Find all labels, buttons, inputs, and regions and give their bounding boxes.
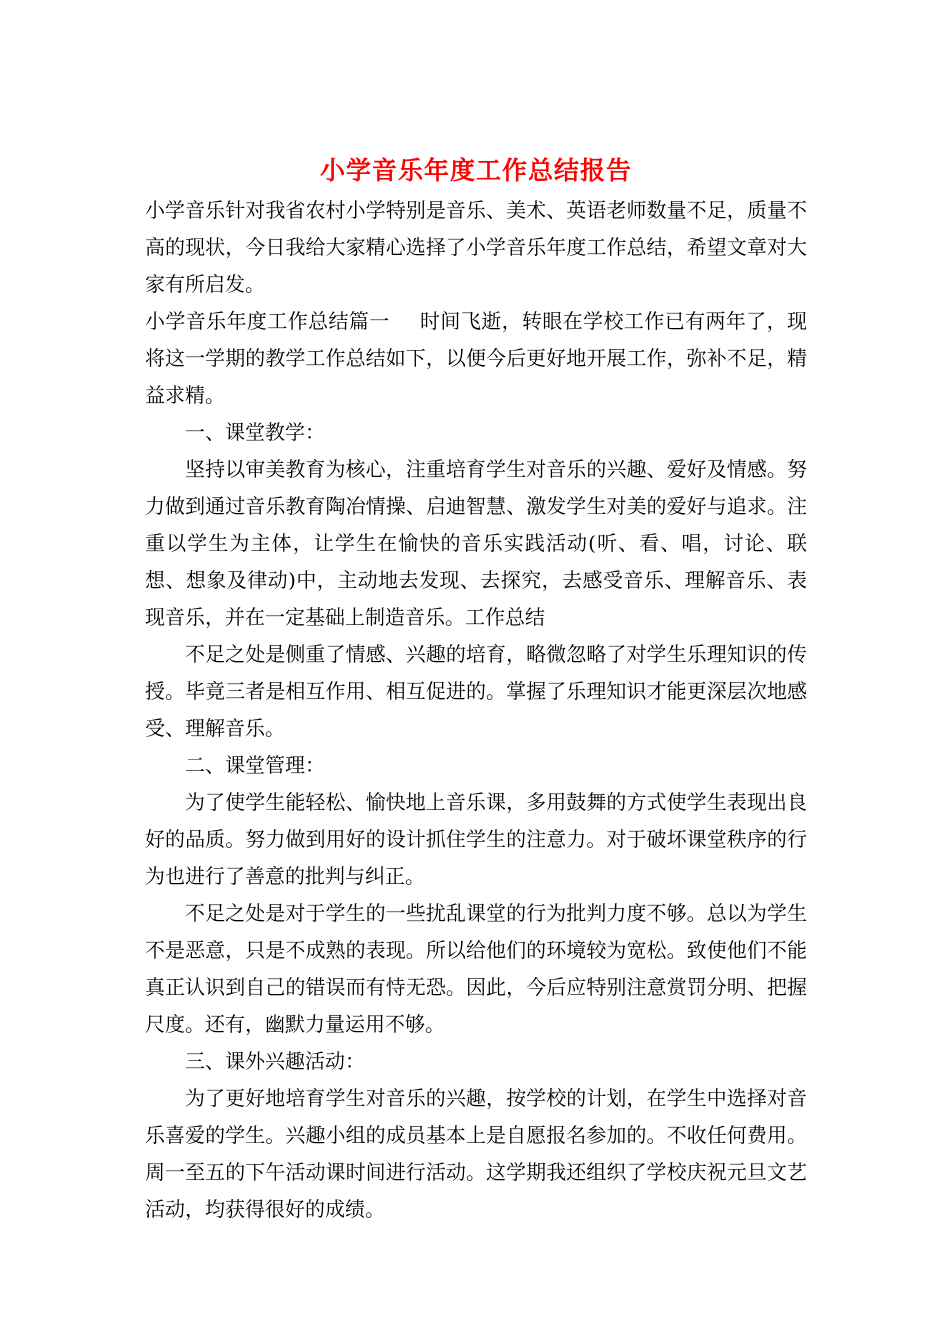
article-opening-paragraph (145, 303, 807, 414)
intro-paragraph: 小学音乐针对我省农村小学特别是音乐、美术、英语老师数量不足，质量不高的现状，今日我给大家精心选择了小学音乐年度工作总结，希望文章对大家有所启发。 (145, 198, 807, 296)
section-heading-teaching: 一、课堂教学： (185, 420, 325, 444)
management-paragraph-2: 不足之处是对于学生的一些扰乱课堂的行为批判力度不够。总以为学生不是恶意，只是不成熟的表现。所以给他们的环境较为宽松。致使他们不能真正认识到自己的错误而有恃无恐。因此，今后应特别注意赏罚分明、把握尺度。还有，幽默力量运用不够。 (145, 901, 807, 1036)
management-paragraph-1: 为了使学生能轻松、愉快地上音乐课，多用鼓舞的方式使学生表现出良好的品质。努力做到用好的设计抓住学生的注意力。对于破坏课堂秩序的行为也进行了善意的批判与纠正。 (145, 790, 807, 888)
teaching-paragraph-1: 坚持以审美教育为核心，注重培育学生对音乐的兴趣、爱好及情感。努力做到通过音乐教育陶冶情操、启迪智慧、激发学生对美的爱好与追求。注重以学生为主体，让学生在愉快的音乐实践活动(听、看、唱，讨论、联想、想象及律动)中，主动地去发现、去探究，去感受音乐、理解音乐、表现音乐，并在一定基础上制造音乐。工作总结 (145, 457, 807, 629)
teaching-paragraph-2: 不足之处是侧重了情感、兴趣的培育，略微忽略了对学生乐理知识的传授。毕竟三者是相互作用、相互促进的。掌握了乐理知识才能更深层次地感受、理解音乐。 (145, 642, 807, 740)
document-title: 小学音乐年度工作总结报告 (319, 156, 632, 185)
article-opening-text: 时间飞逝，转眼在学校工作已有两年了，现将这一学期的教学工作总结如下，以便今后更好地开展工作，弥补不足，精益求精。 (145, 309, 808, 407)
document-page (145, 150, 807, 1228)
article-heading: 小学音乐年度工作总结篇一 (145, 309, 390, 333)
activities-paragraph-1: 为了更好地培育学生对音乐的兴趣，按学校的计划，在学生中选择对音乐喜爱的学生。兴趣小组的成员基本上是自愿报名参加的。不收任何费用。周一至五的下午活动课时间进行活动。这学期我还组织了学校庆祝元旦文艺活动，均获得很好的成绩。 (145, 1086, 807, 1221)
section-heading-activities: 三、课外兴趣活动： (185, 1049, 365, 1073)
section-heading-management: 二、课堂管理： (185, 753, 325, 777)
